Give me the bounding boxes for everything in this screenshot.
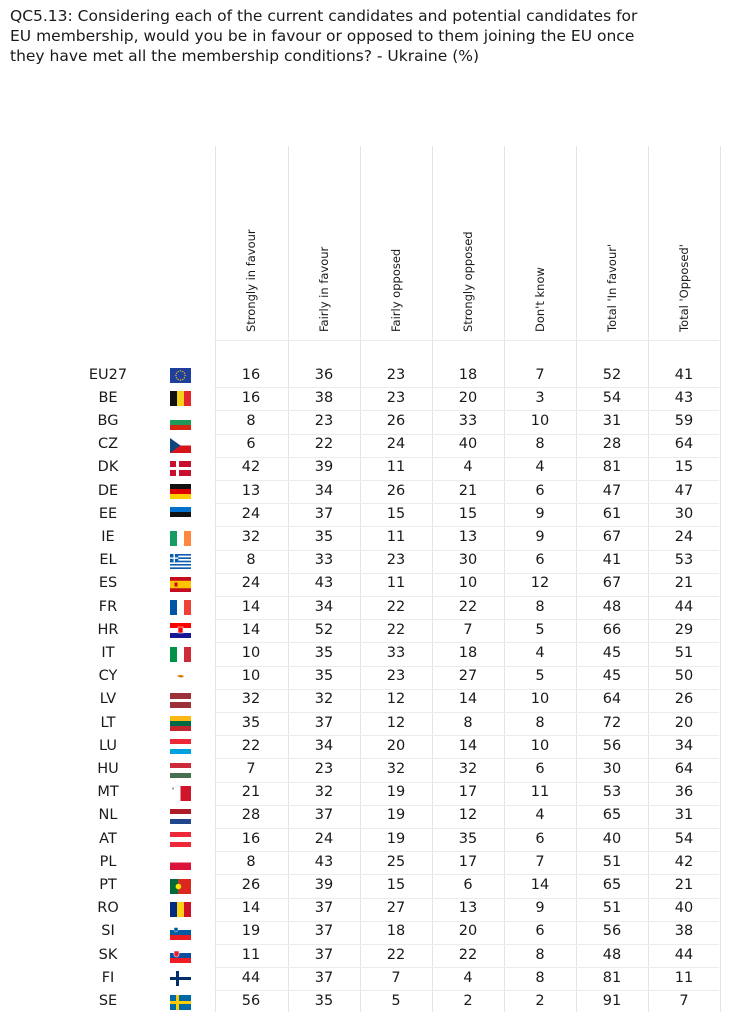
data-cell: 45 (602, 645, 622, 661)
data-cell: 10 (241, 668, 261, 685)
data-cell: 8 (535, 969, 545, 986)
data-cell: 8 (463, 714, 473, 731)
data-cell: 21 (674, 877, 694, 893)
data-cell: 30 (458, 552, 478, 569)
data-cell: 54 (674, 830, 694, 847)
poland-flag-icon (170, 855, 191, 870)
data-cell: 64 (674, 436, 694, 453)
data-cell: 22 (458, 946, 478, 963)
data-cell: 38 (674, 923, 694, 940)
data-cell: 35 (314, 645, 334, 661)
row-divider (215, 758, 719, 759)
data-cell: 24 (314, 830, 334, 847)
country-label: LV (99, 691, 117, 708)
country-label: HU (97, 761, 119, 777)
data-cell: 35 (314, 668, 334, 685)
data-cell: 48 (602, 598, 622, 615)
data-cell: 53 (602, 784, 622, 801)
data-cell: 15 (458, 505, 478, 522)
data-cell: 30 (602, 761, 622, 777)
country-label: AT (99, 830, 117, 847)
data-cell: 5 (535, 668, 545, 685)
country-label: RO (97, 900, 119, 917)
data-cell: 11 (530, 784, 550, 801)
data-cell: 23 (386, 552, 406, 569)
country-label: IE (101, 529, 115, 545)
country-label: PT (99, 877, 117, 893)
data-cell: 19 (386, 830, 406, 847)
row-divider (215, 967, 719, 968)
data-cell: 6 (535, 761, 545, 777)
data-cell: 13 (458, 529, 478, 545)
slovakia-flag-icon (170, 948, 191, 963)
greece-flag-icon (170, 554, 191, 569)
row-divider (215, 434, 719, 435)
data-cell: 10 (530, 413, 550, 429)
data-cell: 33 (314, 552, 334, 569)
data-cell: 22 (386, 598, 406, 615)
data-cell: 37 (314, 923, 334, 940)
data-cell: 13 (458, 900, 478, 917)
data-cell: 59 (674, 413, 694, 429)
data-cell: 17 (458, 853, 478, 870)
data-cell: 15 (386, 505, 406, 522)
column-header: Fairly opposed (389, 248, 403, 332)
data-cell: 23 (386, 668, 406, 685)
data-cell: 13 (241, 482, 261, 499)
row-divider (215, 782, 719, 783)
data-cell: 38 (314, 389, 334, 406)
data-cell: 7 (246, 761, 256, 777)
data-cell: 31 (674, 807, 694, 824)
romania-flag-icon (170, 902, 191, 917)
country-label: SK (98, 946, 118, 963)
data-cell: 35 (314, 993, 334, 1009)
data-cell: 52 (602, 366, 622, 383)
data-cell: 41 (602, 552, 622, 569)
country-label: ES (98, 575, 118, 592)
luxembourg-flag-icon (170, 739, 191, 754)
country-label: FI (101, 969, 115, 986)
data-cell: 41 (674, 366, 694, 383)
data-cell: 34 (314, 482, 334, 499)
netherlands-flag-icon (170, 809, 191, 824)
data-cell: 17 (458, 784, 478, 801)
data-cell: 4 (535, 645, 545, 661)
data-cell: 42 (241, 459, 261, 476)
data-cell: 33 (386, 645, 406, 661)
bulgaria-flag-icon (170, 415, 191, 430)
data-cell: 20 (458, 923, 478, 940)
data-cell: 64 (602, 691, 622, 708)
data-cell: 23 (386, 366, 406, 383)
country-label: CY (98, 668, 118, 685)
data-cell: 44 (674, 946, 694, 963)
data-cell: 66 (602, 621, 622, 638)
data-cell: 44 (674, 598, 694, 615)
data-cell: 81 (602, 969, 622, 986)
country-label: FR (98, 598, 118, 615)
estonia-flag-icon (170, 507, 191, 522)
country-label: PL (99, 853, 117, 870)
header-divider (215, 340, 719, 341)
portugal-flag-icon (170, 879, 191, 894)
data-cell: 23 (314, 761, 334, 777)
data-cell: 22 (314, 436, 334, 453)
country-label: BE (98, 389, 118, 406)
data-cell: 8 (535, 714, 545, 731)
belgium-flag-icon (170, 391, 191, 406)
data-cell: 40 (674, 900, 694, 917)
data-cell: 32 (314, 784, 334, 801)
data-cell: 43 (314, 575, 334, 592)
data-cell: 11 (241, 946, 261, 963)
country-label: MT (97, 784, 119, 801)
czechia-flag-icon (170, 438, 191, 453)
data-cell: 37 (314, 807, 334, 824)
data-cell: 24 (386, 436, 406, 453)
data-cell: 43 (314, 853, 334, 870)
data-cell: 8 (246, 552, 256, 569)
data-cell: 50 (674, 668, 694, 685)
row-divider (215, 480, 719, 481)
data-cell: 72 (602, 714, 622, 731)
data-cell: 5 (391, 993, 401, 1009)
data-cell: 16 (241, 389, 261, 406)
data-cell: 64 (674, 761, 694, 777)
austria-flag-icon (170, 832, 191, 847)
data-cell: 30 (674, 505, 694, 522)
country-label: CZ (97, 436, 119, 453)
data-cell: 11 (386, 459, 406, 476)
data-cell: 18 (386, 923, 406, 940)
country-label: EE (98, 505, 118, 522)
data-cell: 14 (241, 598, 261, 615)
croatia-flag-icon (170, 623, 191, 638)
data-cell: 37 (314, 714, 334, 731)
data-cell: 18 (458, 645, 478, 661)
data-cell: 6 (535, 482, 545, 499)
country-label: DK (97, 459, 119, 476)
data-cell: 7 (535, 366, 545, 383)
denmark-flag-icon (170, 461, 191, 476)
cyprus-flag-icon (170, 670, 191, 685)
data-cell: 8 (535, 598, 545, 615)
country-label: IT (101, 645, 115, 661)
country-label: SI (101, 923, 115, 940)
data-cell: 27 (386, 900, 406, 917)
data-cell: 7 (679, 993, 689, 1009)
data-cell: 81 (602, 459, 622, 476)
data-cell: 2 (535, 993, 545, 1009)
data-cell: 40 (602, 830, 622, 847)
row-divider (215, 921, 719, 922)
data-cell: 26 (386, 413, 406, 429)
data-cell: 52 (314, 621, 334, 638)
germany-flag-icon (170, 484, 191, 499)
data-cell: 12 (386, 691, 406, 708)
data-cell: 5 (535, 621, 545, 638)
row-divider (215, 457, 719, 458)
data-cell: 32 (241, 529, 261, 545)
data-cell: 51 (602, 900, 622, 917)
column-header: Fairly in favour (317, 246, 331, 332)
data-cell: 37 (314, 969, 334, 986)
data-cell: 7 (535, 853, 545, 870)
data-cell: 3 (535, 389, 545, 406)
country-label: EL (99, 552, 117, 569)
data-cell: 4 (463, 969, 473, 986)
data-cell: 36 (314, 366, 334, 383)
data-cell: 11 (386, 575, 406, 592)
data-cell: 42 (674, 853, 694, 870)
malta-flag-icon (170, 786, 191, 801)
data-cell: 4 (535, 459, 545, 476)
data-cell: 37 (314, 505, 334, 522)
data-cell: 32 (458, 761, 478, 777)
row-divider (215, 828, 719, 829)
data-cell: 4 (463, 459, 473, 476)
data-cell: 23 (386, 389, 406, 406)
data-cell: 37 (314, 946, 334, 963)
data-cell: 34 (674, 737, 694, 754)
data-cell: 18 (458, 366, 478, 383)
data-cell: 28 (241, 807, 261, 824)
data-cell: 14 (241, 621, 261, 638)
data-cell: 4 (535, 807, 545, 824)
row-divider (215, 990, 719, 991)
data-cell: 24 (241, 575, 261, 592)
data-cell: 65 (602, 877, 622, 893)
column-header: Strongly in favour (244, 229, 258, 332)
data-cell: 6 (535, 552, 545, 569)
data-cell: 15 (674, 459, 694, 476)
data-cell: 26 (241, 877, 261, 893)
data-cell: 14 (458, 737, 478, 754)
data-cell: 7 (391, 969, 401, 986)
data-cell: 10 (241, 645, 261, 661)
data-cell: 32 (241, 691, 261, 708)
row-divider (215, 387, 719, 388)
data-cell: 22 (241, 737, 261, 754)
data-cell: 21 (241, 784, 261, 801)
data-cell: 26 (386, 482, 406, 499)
data-cell: 47 (602, 482, 622, 499)
row-divider (215, 944, 719, 945)
data-cell: 15 (386, 877, 406, 893)
row-divider (215, 550, 719, 551)
row-divider (215, 410, 719, 411)
data-cell: 16 (241, 366, 261, 383)
data-cell: 20 (674, 714, 694, 731)
data-cell: 29 (674, 621, 694, 638)
row-divider (215, 712, 719, 713)
row-divider (215, 573, 719, 574)
data-cell: 20 (386, 737, 406, 754)
data-cell: 10 (530, 737, 550, 754)
hungary-flag-icon (170, 763, 191, 778)
data-cell: 6 (463, 877, 473, 893)
data-cell: 7 (463, 621, 473, 638)
data-cell: 65 (602, 807, 622, 824)
data-cell: 14 (530, 877, 550, 893)
data-cell: 33 (458, 413, 478, 429)
data-cell: 47 (674, 482, 694, 499)
data-cell: 20 (458, 389, 478, 406)
country-label: LT (100, 714, 116, 731)
data-cell: 27 (458, 668, 478, 685)
data-cell: 45 (602, 668, 622, 685)
data-cell: 35 (458, 830, 478, 847)
data-cell: 37 (314, 900, 334, 917)
row-divider (215, 805, 719, 806)
data-cell: 19 (386, 807, 406, 824)
country-label: HR (97, 621, 119, 638)
row-divider (215, 642, 719, 643)
chart-title: QC5.13: Considering each of the current candidates and potential candidates for EU membership, would you be in favour or opposed to them joining the EU once they have met all the membership conditions? - Ukraine (%) (10, 7, 638, 65)
france-flag-icon (170, 600, 191, 615)
data-cell: 40 (458, 436, 478, 453)
data-cell: 23 (314, 413, 334, 429)
data-cell: 67 (602, 575, 622, 592)
data-cell: 11 (386, 529, 406, 545)
data-cell: 19 (241, 923, 261, 940)
data-cell: 6 (535, 830, 545, 847)
data-cell: 24 (674, 529, 694, 545)
country-label: LU (99, 737, 117, 754)
italy-flag-icon (170, 647, 191, 662)
data-cell: 36 (674, 784, 694, 801)
data-cell: 61 (602, 505, 622, 522)
data-cell: 35 (241, 714, 261, 731)
data-cell: 28 (602, 436, 622, 453)
column-header: Total 'In favour' (605, 243, 619, 332)
data-cell: 12 (530, 575, 550, 592)
data-cell: 35 (314, 529, 334, 545)
data-cell: 9 (535, 900, 545, 917)
data-cell: 56 (602, 923, 622, 940)
country-label: BG (97, 413, 119, 429)
data-cell: 39 (314, 459, 334, 476)
data-cell: 22 (386, 621, 406, 638)
column-header: Strongly opposed (461, 231, 475, 332)
data-cell: 14 (241, 900, 261, 917)
data-cell: 56 (241, 993, 261, 1009)
data-cell: 12 (386, 714, 406, 731)
country-label: NL (98, 807, 118, 824)
data-cell: 56 (602, 737, 622, 754)
country-label: DE (97, 482, 119, 499)
spain-flag-icon (170, 577, 191, 592)
data-cell: 12 (458, 807, 478, 824)
row-divider (215, 689, 719, 690)
column-divider (720, 146, 721, 1012)
slovenia-flag-icon (170, 925, 191, 940)
row-divider (215, 619, 719, 620)
row-divider (215, 503, 719, 504)
data-cell: 91 (602, 993, 622, 1009)
data-cell: 51 (674, 645, 694, 661)
row-divider (215, 851, 719, 852)
row-divider (215, 596, 719, 597)
row-divider (215, 898, 719, 899)
data-cell: 34 (314, 737, 334, 754)
data-cell: 14 (458, 691, 478, 708)
data-cell: 11 (674, 969, 694, 986)
data-cell: 48 (602, 946, 622, 963)
row-divider (215, 874, 719, 875)
data-cell: 31 (602, 413, 622, 429)
lithuania-flag-icon (170, 716, 191, 731)
row-divider (215, 526, 719, 527)
country-label: SE (98, 993, 118, 1009)
data-cell: 21 (458, 482, 478, 499)
column-header: Don't know (533, 267, 547, 332)
data-cell: 32 (314, 691, 334, 708)
data-cell: 8 (246, 413, 256, 429)
data-cell: 9 (535, 505, 545, 522)
row-divider (215, 666, 719, 667)
data-cell: 16 (241, 830, 261, 847)
data-cell: 54 (602, 389, 622, 406)
data-cell: 26 (674, 691, 694, 708)
data-cell: 24 (241, 505, 261, 522)
country-label: EU27 (88, 366, 128, 383)
data-cell: 8 (246, 853, 256, 870)
data-cell: 19 (386, 784, 406, 801)
data-cell: 51 (602, 853, 622, 870)
data-cell: 22 (386, 946, 406, 963)
finland-flag-icon (170, 971, 191, 986)
sweden-flag-icon (170, 995, 191, 1010)
data-cell: 8 (535, 946, 545, 963)
data-cell: 6 (246, 436, 256, 453)
data-cell: 10 (458, 575, 478, 592)
column-header: Total 'Opposed' (677, 244, 691, 332)
data-cell: 44 (241, 969, 261, 986)
data-cell: 21 (674, 575, 694, 592)
data-cell: 2 (463, 993, 473, 1009)
data-cell: 6 (535, 923, 545, 940)
latvia-flag-icon (170, 693, 191, 708)
data-cell: 39 (314, 877, 334, 893)
eu-flag-icon (170, 368, 191, 383)
data-cell: 10 (530, 691, 550, 708)
ireland-flag-icon (170, 531, 191, 546)
data-cell: 32 (386, 761, 406, 777)
data-cell: 8 (535, 436, 545, 453)
data-cell: 9 (535, 529, 545, 545)
data-cell: 53 (674, 552, 694, 569)
row-divider (215, 735, 719, 736)
data-cell: 67 (602, 529, 622, 545)
data-cell: 25 (386, 853, 406, 870)
data-cell: 34 (314, 598, 334, 615)
data-cell: 43 (674, 389, 694, 406)
data-cell: 22 (458, 598, 478, 615)
